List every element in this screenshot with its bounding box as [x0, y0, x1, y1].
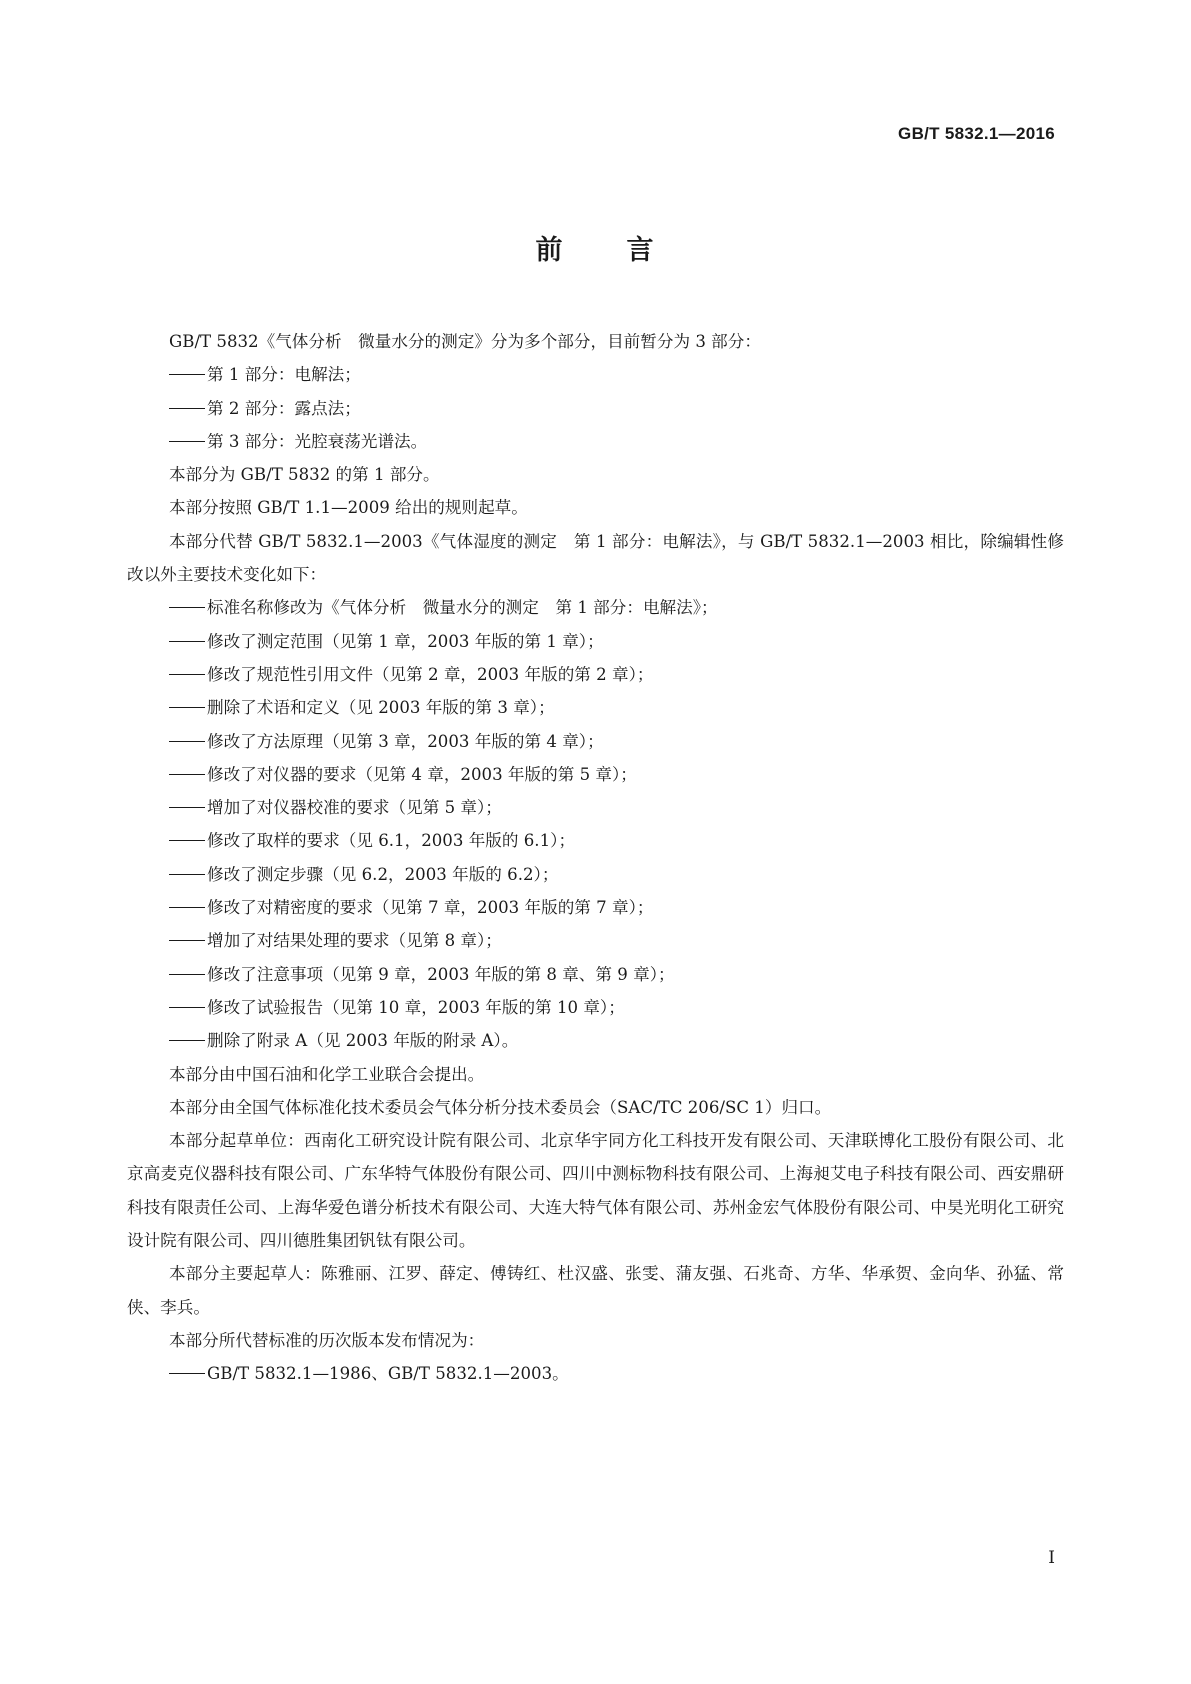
list-item-text: 修改了注意事项（见第 9 章，2003 年版的第 8 章、第 9 章）；	[207, 964, 675, 984]
list-item-text: 标准名称修改为《气体分析 微量水分的测定 第 1 部分：电解法》；	[207, 598, 718, 618]
list-item	[127, 392, 1064, 425]
dash-marker	[169, 374, 205, 375]
page-number: I	[1048, 1548, 1055, 1568]
dash-marker	[169, 840, 205, 841]
dash-marker	[169, 1373, 205, 1374]
list-item	[127, 824, 1064, 857]
title-char-left: 前	[535, 235, 565, 266]
paragraph: 本部分起草单位：西南化工研究设计院有限公司、北京华宇同方化工科技开发有限公司、天津联博化工股份有限公司、北京高麦克仪器科技有限公司、广东华特气体股份有限公司、四川中测标物科技有限公司、上海昶艾电子科技有限公司、西安鼎研科技有限责任公司、上海华爱色谱分析技术有限公司、大连大特气体有限公司、苏州金宏气体股份有限公司、中昊光明化工研究设计院有限公司、四川德胜集团钒钛有限公司。	[127, 1131, 1064, 1251]
dash-marker	[169, 940, 205, 941]
dash-marker	[169, 907, 205, 908]
dash-marker	[169, 1040, 205, 1041]
list-item	[127, 625, 1064, 658]
list-item-text: 修改了规范性引用文件（见第 2 章，2003 年版的第 2 章）；	[207, 664, 654, 684]
dash-marker	[169, 807, 205, 808]
list-item-text: 增加了对结果处理的要求（见第 8 章）；	[207, 931, 502, 951]
list-item-text: 修改了取样的要求（见 6.1，2003 年版的 6.1）；	[207, 831, 576, 851]
paragraph: GB/T 5832《气体分析 微量水分的测定》分为多个部分，目前暂分为 3 部分：	[169, 332, 761, 351]
list-item	[127, 358, 1064, 391]
list-item-text: 修改了方法原理（见第 3 章，2003 年版的第 4 章）；	[207, 731, 604, 751]
paragraph: 本部分所代替标准的历次版本发布情况为：	[169, 1330, 485, 1350]
list-item-text: 删除了术语和定义（见 2003 年版的第 3 章）；	[207, 698, 555, 718]
dash-marker	[169, 874, 205, 875]
paragraph: 本部分主要起草人：陈雅丽、江罗、薛定、傅铸红、杜汉盛、张雯、蒲友强、石兆奇、方华、华承贺、金向华、孙猛、常侠、李兵。	[127, 1264, 1064, 1317]
dash-marker	[169, 607, 205, 608]
list-item	[127, 791, 1064, 824]
list-item	[127, 591, 1064, 624]
paragraph: 本部分由中国石油和化学工业联合会提出。	[169, 1064, 485, 1084]
dash-marker	[169, 641, 205, 642]
list-item	[127, 991, 1064, 1024]
title-char-right: 言	[626, 235, 656, 266]
dash-marker	[169, 974, 205, 975]
list-item-text: GB/T 5832.1—1986、GB/T 5832.1—2003。	[207, 1364, 569, 1384]
dash-marker	[169, 408, 205, 409]
dash-marker	[169, 1007, 205, 1008]
list-item-text: 修改了测定步骤（见 6.2，2003 年版的 6.2）；	[207, 864, 559, 884]
dash-marker	[169, 707, 205, 708]
list-item-text: 修改了对仪器的要求（见第 4 章，2003 年版的第 5 章）；	[207, 764, 637, 784]
list-item	[127, 725, 1064, 758]
paragraph: 本部分为 GB/T 5832 的第 1 部分。	[169, 465, 440, 485]
list-item	[127, 891, 1064, 924]
list-item	[127, 1024, 1064, 1057]
list-item	[127, 958, 1064, 991]
dash-marker	[169, 741, 205, 742]
paragraph: 本部分按照 GB/T 1.1—2009 给出的规则起草。	[169, 498, 528, 518]
paragraph: 本部分代替 GB/T 5832.1—2003《气体湿度的测定 第 1 部分：电解法》，与 GB/T 5832.1—2003 相比，除编辑性修改以外主要技术变化如下：	[127, 531, 1064, 585]
dash-marker	[169, 441, 205, 442]
list-item	[127, 758, 1064, 791]
paragraph: 本部分由全国气体标准化技术委员会气体分析分技术委员会（SAC/TC 206/SC 1）归口。	[169, 1097, 832, 1117]
list-item-text: 修改了测定范围（见第 1 章，2003 年版的第 1 章）；	[207, 631, 604, 651]
list-item-text: 增加了对仪器校准的要求（见第 5 章）；	[207, 798, 502, 818]
list-item-text: 修改了对精密度的要求（见第 7 章，2003 年版的第 7 章）；	[207, 898, 654, 918]
foreword-body	[127, 325, 1064, 1391]
dash-marker	[169, 774, 205, 775]
list-item	[127, 658, 1064, 691]
list-item-text: 删除了附录 A（见 2003 年版的附录 A）。	[207, 1031, 519, 1051]
list-item-text: 第 2 部分：露点法；	[207, 398, 361, 418]
list-item-text: 修改了试验报告（见第 10 章，2003 年版的第 10 章）；	[207, 997, 625, 1017]
page-title	[0, 228, 1191, 267]
list-item-text: 第 3 部分：光腔衰荡光谱法。	[207, 431, 428, 451]
list-item-text: 第 1 部分：电解法；	[207, 365, 361, 385]
list-item	[127, 691, 1064, 724]
standard-number: GB/T 5832.1—2016	[898, 124, 1055, 143]
list-item	[127, 924, 1064, 957]
list-item	[127, 425, 1064, 458]
dash-marker	[169, 674, 205, 675]
list-item	[127, 858, 1064, 891]
list-item	[127, 1357, 1064, 1390]
